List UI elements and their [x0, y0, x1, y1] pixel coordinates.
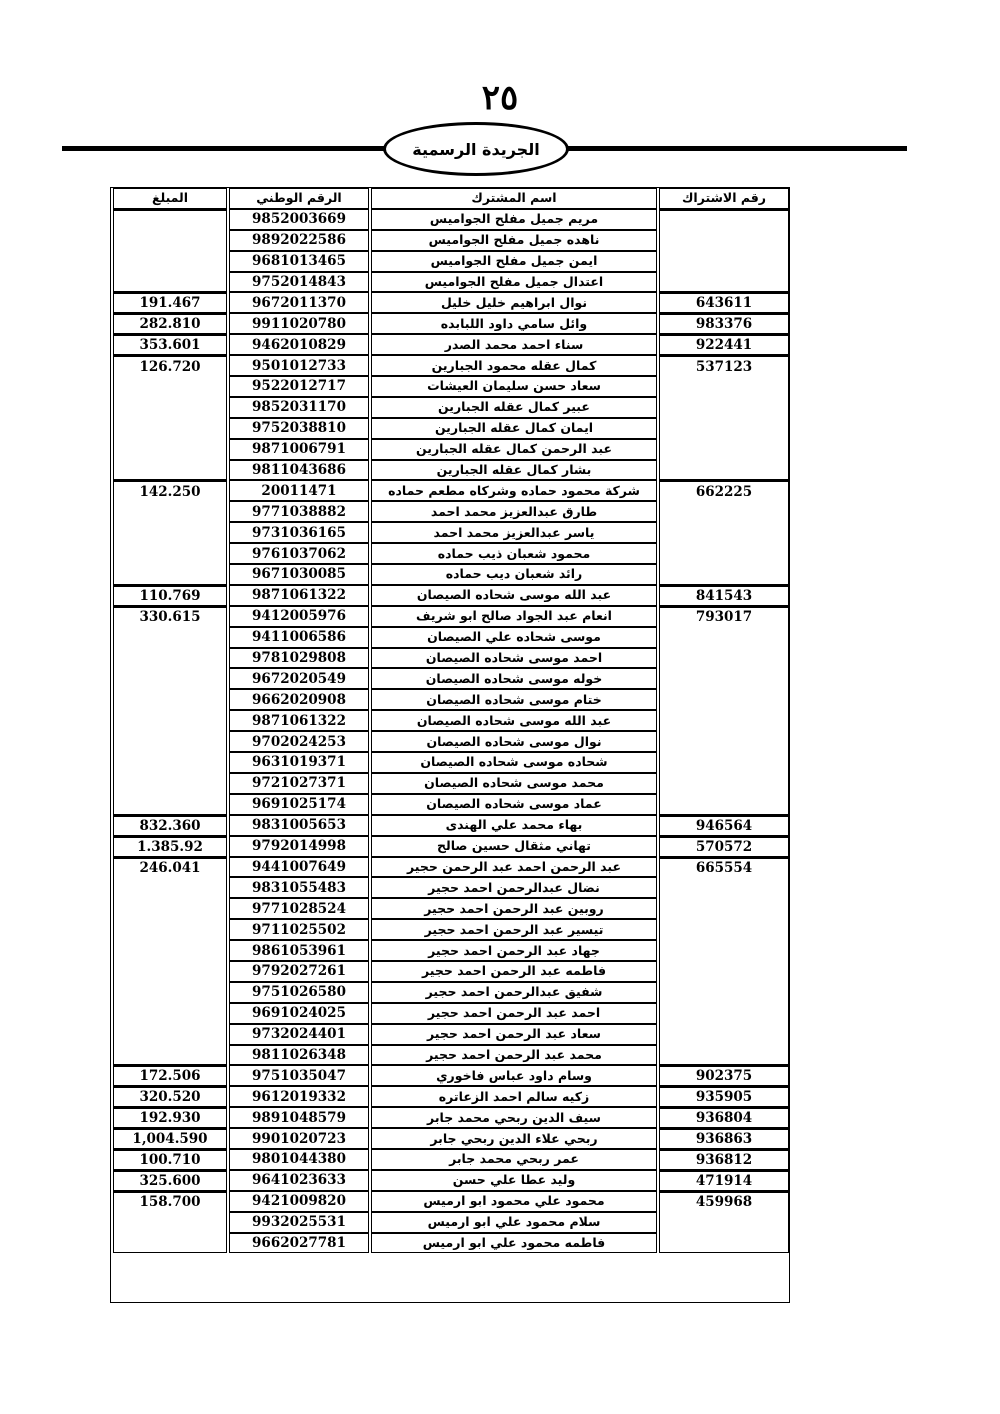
national-id-cell: 9892022586	[229, 230, 369, 251]
page-number: ٢٥	[481, 78, 519, 118]
amount-cell: 1,004.590	[113, 1128, 227, 1149]
table-row	[113, 334, 789, 355]
table-row	[113, 1024, 789, 1045]
subscription-no-cell: 946564	[659, 815, 789, 836]
national-id-cell: 9871061322	[229, 585, 369, 606]
amount-cell: 282.810	[113, 313, 227, 334]
subscriber-name-cell: رائد شعبان ديب حماده	[371, 564, 657, 585]
subscriber-name-cell: ايمان كمال عقله الجبارين	[371, 418, 657, 439]
subscriber-name-cell: محمد عبد الرحمن احمد حجير	[371, 1045, 657, 1066]
table-row	[113, 940, 789, 961]
subscription-no-cell	[659, 648, 789, 669]
table-row	[113, 877, 789, 898]
amount-cell: 192.930	[113, 1107, 227, 1128]
header-amount: المبلغ	[113, 188, 227, 209]
table-row	[113, 585, 789, 606]
amount-cell	[113, 460, 227, 481]
national-id-cell: 9702024253	[229, 731, 369, 752]
subscription-no-cell	[659, 564, 789, 585]
national-id-cell: 9792027261	[229, 961, 369, 982]
subscription-no-cell: 922441	[659, 334, 789, 355]
table-row	[113, 982, 789, 1003]
amount-cell	[113, 752, 227, 773]
national-id-cell: 9662027781	[229, 1233, 369, 1254]
subscription-no-cell	[659, 919, 789, 940]
subscriber-name-cell: زكيه سالم احمد الزعاتره	[371, 1086, 657, 1107]
amount-cell	[113, 251, 227, 272]
national-id-cell: 9811043686	[229, 460, 369, 481]
subscriber-name-cell: وليد عطا علي حسن	[371, 1170, 657, 1191]
national-id-cell: 9662020908	[229, 689, 369, 710]
table-row	[113, 836, 789, 857]
subscription-no-cell: 936812	[659, 1149, 789, 1170]
table-row	[113, 439, 789, 460]
subscription-no-cell: 935905	[659, 1086, 789, 1107]
subscription-no-cell	[659, 1233, 789, 1254]
subscription-no-cell	[659, 272, 789, 293]
subscription-no-cell: 902375	[659, 1065, 789, 1086]
subscriber-name-cell: عبير كمال عقله الجبارين	[371, 397, 657, 418]
subscriber-name-cell: شركة محمود حماده وشركاه مطعم حماده	[371, 480, 657, 501]
subscriber-name-cell: نوال موسى شحاده الصيصان	[371, 731, 657, 752]
subscription-no-cell	[659, 460, 789, 481]
subscription-no-cell	[659, 877, 789, 898]
national-id-cell: 9871006791	[229, 439, 369, 460]
subscriber-name-cell: بشار كمال عقله الجبارين	[371, 460, 657, 481]
subscription-no-cell: 471914	[659, 1170, 789, 1191]
table-row	[113, 627, 789, 648]
amount-cell	[113, 919, 227, 940]
amount-cell: 330.615	[113, 606, 227, 627]
national-id-cell: 9412005976	[229, 606, 369, 627]
national-id-cell: 9522012717	[229, 376, 369, 397]
national-id-cell: 9731036165	[229, 522, 369, 543]
amount-cell	[113, 376, 227, 397]
table-row	[113, 209, 789, 230]
table-row	[113, 292, 789, 313]
amount-cell	[113, 731, 227, 752]
national-id-cell: 9751035047	[229, 1065, 369, 1086]
subscriber-name-cell: روبين عبد الرحمن احمد حجير	[371, 898, 657, 919]
subscriber-name-cell: سعاد حسن سليمان العيشات	[371, 376, 657, 397]
table-row	[113, 564, 789, 585]
subscriber-name-cell: سناء احمد محمد الصدر	[371, 334, 657, 355]
subscription-no-cell	[659, 794, 789, 815]
subscription-no-cell: 665554	[659, 857, 789, 878]
amount-cell	[113, 648, 227, 669]
national-id-cell: 9831005653	[229, 815, 369, 836]
subscriber-name-cell: وسام داود عباس فاخوري	[371, 1065, 657, 1086]
subscriber-name-cell: اعتدال جميل مفلح الجواميس	[371, 272, 657, 293]
table-row	[113, 1107, 789, 1128]
amount-cell: 158.700	[113, 1191, 227, 1212]
table-row	[113, 898, 789, 919]
national-id-cell: 9801044380	[229, 1149, 369, 1170]
subscriber-name-cell: سلام محمود علي ابو ارميس	[371, 1212, 657, 1233]
subscriber-name-cell: طارق عبدالعزيز محمد احمد	[371, 501, 657, 522]
subscription-no-cell	[659, 209, 789, 230]
national-id-cell: 9752038810	[229, 418, 369, 439]
subscriber-name-cell: ناهده جميل مفلح الجواميس	[371, 230, 657, 251]
subscription-no-cell	[659, 961, 789, 982]
subscription-no-cell: 570572	[659, 836, 789, 857]
amount-cell	[113, 501, 227, 522]
subscriber-name-cell: عبد الرحمن احمد عبد الرحمن حجير	[371, 857, 657, 878]
gazette-title-oval	[383, 122, 569, 176]
national-id-cell: 9691025174	[229, 794, 369, 815]
table-row	[113, 710, 789, 731]
subscription-no-cell	[659, 752, 789, 773]
subscriber-name-cell: عبد الرحمن كمال عقله الجبارين	[371, 439, 657, 460]
national-id-cell: 9691024025	[229, 1003, 369, 1024]
subscriber-name-cell: محمود علي محمود ابو ارميس	[371, 1191, 657, 1212]
subscription-no-cell	[659, 982, 789, 1003]
amount-cell: 1.385.92	[113, 836, 227, 857]
national-id-cell: 9901020723	[229, 1128, 369, 1149]
amount-cell	[113, 564, 227, 585]
amount-cell	[113, 710, 227, 731]
header-national-id: الرقم الوطني	[229, 188, 369, 209]
subscriber-name-cell: تهاني مثقال حسين صالح	[371, 836, 657, 857]
table-row	[113, 501, 789, 522]
subscription-no-cell	[659, 898, 789, 919]
subscriber-name-cell: عبد الله موسى شحاده الصيصان	[371, 710, 657, 731]
subscriber-name-cell: عماد موسى شحاده الصيصان	[371, 794, 657, 815]
national-id-cell: 9671030085	[229, 564, 369, 585]
table-row	[113, 376, 789, 397]
national-id-cell: 9441007649	[229, 857, 369, 878]
national-id-cell: 9612019332	[229, 1086, 369, 1107]
subscriber-name-cell: فاطمه عبد الرحمن احمد حجير	[371, 961, 657, 982]
amount-cell	[113, 689, 227, 710]
amount-cell	[113, 877, 227, 898]
subscription-no-cell	[659, 689, 789, 710]
amount-cell: 191.467	[113, 292, 227, 313]
table-row	[113, 355, 789, 376]
subscriber-name-cell: ياسر عبدالعزيز محمد احمد	[371, 522, 657, 543]
subscription-no-cell: 459968	[659, 1191, 789, 1212]
national-id-cell: 9911020780	[229, 313, 369, 334]
national-id-cell: 20011471	[229, 480, 369, 501]
amount-cell: 353.601	[113, 334, 227, 355]
national-id-cell: 9771038882	[229, 501, 369, 522]
amount-cell	[113, 1003, 227, 1024]
table-row	[113, 313, 789, 334]
table-row	[113, 961, 789, 982]
table-row	[113, 606, 789, 627]
subscriber-name-cell: محمود شعبان ذيب حماده	[371, 543, 657, 564]
amount-cell	[113, 627, 227, 648]
table-row	[113, 1233, 789, 1254]
table-row	[113, 418, 789, 439]
subscription-no-cell	[659, 397, 789, 418]
amount-cell	[113, 230, 227, 251]
subscriber-name-cell: تيسير عبد الرحمن احمد حجير	[371, 919, 657, 940]
subscriber-name-cell: احمد عبد الرحمن احمد حجير	[371, 1003, 657, 1024]
national-id-cell: 9891048579	[229, 1107, 369, 1128]
table-row	[113, 1128, 789, 1149]
subscriber-name-cell: احمد موسى شحاده الصيصان	[371, 648, 657, 669]
table-row	[113, 1191, 789, 1212]
subscription-no-cell	[659, 1212, 789, 1233]
national-id-cell: 9781029808	[229, 648, 369, 669]
national-id-cell: 9811026348	[229, 1045, 369, 1066]
amount-cell	[113, 522, 227, 543]
subscriber-name-cell: بهاء محمد علي الهندى	[371, 815, 657, 836]
national-id-cell: 9672020549	[229, 668, 369, 689]
amount-cell: 100.710	[113, 1149, 227, 1170]
table-row	[113, 794, 789, 815]
amount-cell: 325.600	[113, 1170, 227, 1191]
national-id-cell: 9711025502	[229, 919, 369, 940]
subscription-no-cell	[659, 230, 789, 251]
amount-cell	[113, 397, 227, 418]
subscription-no-cell: 793017	[659, 606, 789, 627]
table-body	[113, 209, 789, 1254]
national-id-cell: 9852003669	[229, 209, 369, 230]
amount-cell	[113, 439, 227, 460]
subscriber-name-cell: نوال ابراهيم خليل خليل	[371, 292, 657, 313]
subscriber-name-cell: ربحي علاء الدين ربحي جابر	[371, 1128, 657, 1149]
table-row	[113, 815, 789, 836]
amount-cell	[113, 982, 227, 1003]
national-id-cell: 9831055483	[229, 877, 369, 898]
national-id-cell: 9641023633	[229, 1170, 369, 1191]
amount-cell	[113, 209, 227, 230]
subscriber-name-cell: ايمن جميل مفلح الجواميس	[371, 251, 657, 272]
subscriber-name-cell: سعاد عبد الرحمن احمد حجير	[371, 1024, 657, 1045]
amount-cell	[113, 794, 227, 815]
table-row	[113, 397, 789, 418]
table-row	[113, 648, 789, 669]
subscription-no-cell	[659, 501, 789, 522]
table-row	[113, 731, 789, 752]
national-id-cell: 9732024401	[229, 1024, 369, 1045]
subscriber-name-cell: فاطمه محمود علي ابو ارميس	[371, 1233, 657, 1254]
subscriber-name-cell: وائل سامي داود اللبابده	[371, 313, 657, 334]
national-id-cell: 9721027371	[229, 773, 369, 794]
table-row	[113, 1170, 789, 1191]
subscriber-name-cell: موسى شحاده علي الصيصان	[371, 627, 657, 648]
subscriber-name-cell: خوله موسى شحاده الصيصان	[371, 668, 657, 689]
subscription-no-cell: 662225	[659, 480, 789, 501]
national-id-cell: 9421009820	[229, 1191, 369, 1212]
table-row	[113, 1045, 789, 1066]
table-row	[113, 230, 789, 251]
amount-cell	[113, 418, 227, 439]
subscription-no-cell	[659, 543, 789, 564]
amount-cell	[113, 1045, 227, 1066]
amount-cell: 320.520	[113, 1086, 227, 1107]
table-row	[113, 480, 789, 501]
subscription-no-cell: 983376	[659, 313, 789, 334]
table-row	[113, 1086, 789, 1107]
table-row	[113, 1003, 789, 1024]
table-header-row	[113, 188, 789, 209]
subscription-no-cell	[659, 627, 789, 648]
table-row	[113, 272, 789, 293]
subscription-no-cell: 537123	[659, 355, 789, 376]
national-id-cell: 9852031170	[229, 397, 369, 418]
table-row	[113, 1065, 789, 1086]
table-row	[113, 251, 789, 272]
national-id-cell: 9771028524	[229, 898, 369, 919]
table-row	[113, 1149, 789, 1170]
table-row	[113, 522, 789, 543]
subscriber-name-cell: عبد الله موسى شحاده الصيصان	[371, 585, 657, 606]
subscribers-table	[111, 188, 791, 1253]
amount-cell: 832.360	[113, 815, 227, 836]
subscriber-name-cell: سيف الدين ربحي محمد جابر	[371, 1107, 657, 1128]
amount-cell	[113, 773, 227, 794]
amount-cell: 142.250	[113, 480, 227, 501]
subscription-no-cell: 643611	[659, 292, 789, 313]
amount-cell	[113, 961, 227, 982]
national-id-cell: 9932025531	[229, 1212, 369, 1233]
subscriber-name-cell: عمر ربحي محمد جابر	[371, 1149, 657, 1170]
subscription-no-cell: 936863	[659, 1128, 789, 1149]
table-row	[113, 543, 789, 564]
subscription-no-cell	[659, 710, 789, 731]
table-row	[113, 752, 789, 773]
subscriber-name-cell: جهاد عبد الرحمن احمد حجير	[371, 940, 657, 961]
subscription-no-cell	[659, 668, 789, 689]
subscriber-name-cell: محمد موسى شحاده الصيصان	[371, 773, 657, 794]
national-id-cell: 9871061322	[229, 710, 369, 731]
table-row	[113, 668, 789, 689]
subscription-no-cell	[659, 418, 789, 439]
subscriber-name-cell: شفيق عبدالرحمن احمد حجير	[371, 982, 657, 1003]
subscriber-name-cell: انعام عبد الجواد صالح ابو شريف	[371, 606, 657, 627]
subscription-no-cell	[659, 251, 789, 272]
national-id-cell: 9761037062	[229, 543, 369, 564]
subscriber-name-cell: نضال عبدالرحمن احمد حجير	[371, 877, 657, 898]
amount-cell: 110.769	[113, 585, 227, 606]
amount-cell	[113, 898, 227, 919]
subscription-no-cell	[659, 1045, 789, 1066]
national-id-cell: 9462010829	[229, 334, 369, 355]
subscription-no-cell	[659, 731, 789, 752]
amount-cell	[113, 940, 227, 961]
national-id-cell: 9861053961	[229, 940, 369, 961]
subscription-no-cell	[659, 376, 789, 397]
table-row	[113, 460, 789, 481]
table-row	[113, 857, 789, 878]
subscription-no-cell	[659, 940, 789, 961]
gazette-title: الجريدة الرسمية	[412, 139, 540, 159]
amount-cell	[113, 1212, 227, 1233]
amount-cell	[113, 543, 227, 564]
national-id-cell: 9792014998	[229, 836, 369, 857]
subscriber-name-cell: مريم جميل مفلح الجواميس	[371, 209, 657, 230]
table-row	[113, 1212, 789, 1233]
subscription-no-cell	[659, 522, 789, 543]
national-id-cell: 9752014843	[229, 272, 369, 293]
header-subscription-no: رقم الاشتراك	[659, 188, 789, 209]
table-row	[113, 689, 789, 710]
subscriber-name-cell: ختام موسى شحاده الصيصان	[371, 689, 657, 710]
national-id-cell: 9501012733	[229, 355, 369, 376]
subscriber-name-cell: كمال عقله محمود الجبارين	[371, 355, 657, 376]
subscription-no-cell	[659, 439, 789, 460]
national-id-cell: 9672011370	[229, 292, 369, 313]
amount-cell	[113, 272, 227, 293]
subscription-no-cell: 936804	[659, 1107, 789, 1128]
amount-cell: 172.506	[113, 1065, 227, 1086]
amount-cell	[113, 1233, 227, 1254]
subscription-no-cell	[659, 1024, 789, 1045]
amount-cell	[113, 1024, 227, 1045]
national-id-cell: 9411006586	[229, 627, 369, 648]
amount-cell	[113, 668, 227, 689]
subscription-no-cell	[659, 1003, 789, 1024]
national-id-cell: 9751026580	[229, 982, 369, 1003]
national-id-cell: 9681013465	[229, 251, 369, 272]
table-row	[113, 773, 789, 794]
national-id-cell: 9631019371	[229, 752, 369, 773]
subscriber-name-cell: شحاده موسى شحاده الصيصان	[371, 752, 657, 773]
subscription-no-cell: 841543	[659, 585, 789, 606]
table-row	[113, 919, 789, 940]
subscription-no-cell	[659, 773, 789, 794]
header-subscriber-name: اسم المشترك	[371, 188, 657, 209]
amount-cell: 246.041	[113, 857, 227, 878]
amount-cell: 126.720	[113, 355, 227, 376]
